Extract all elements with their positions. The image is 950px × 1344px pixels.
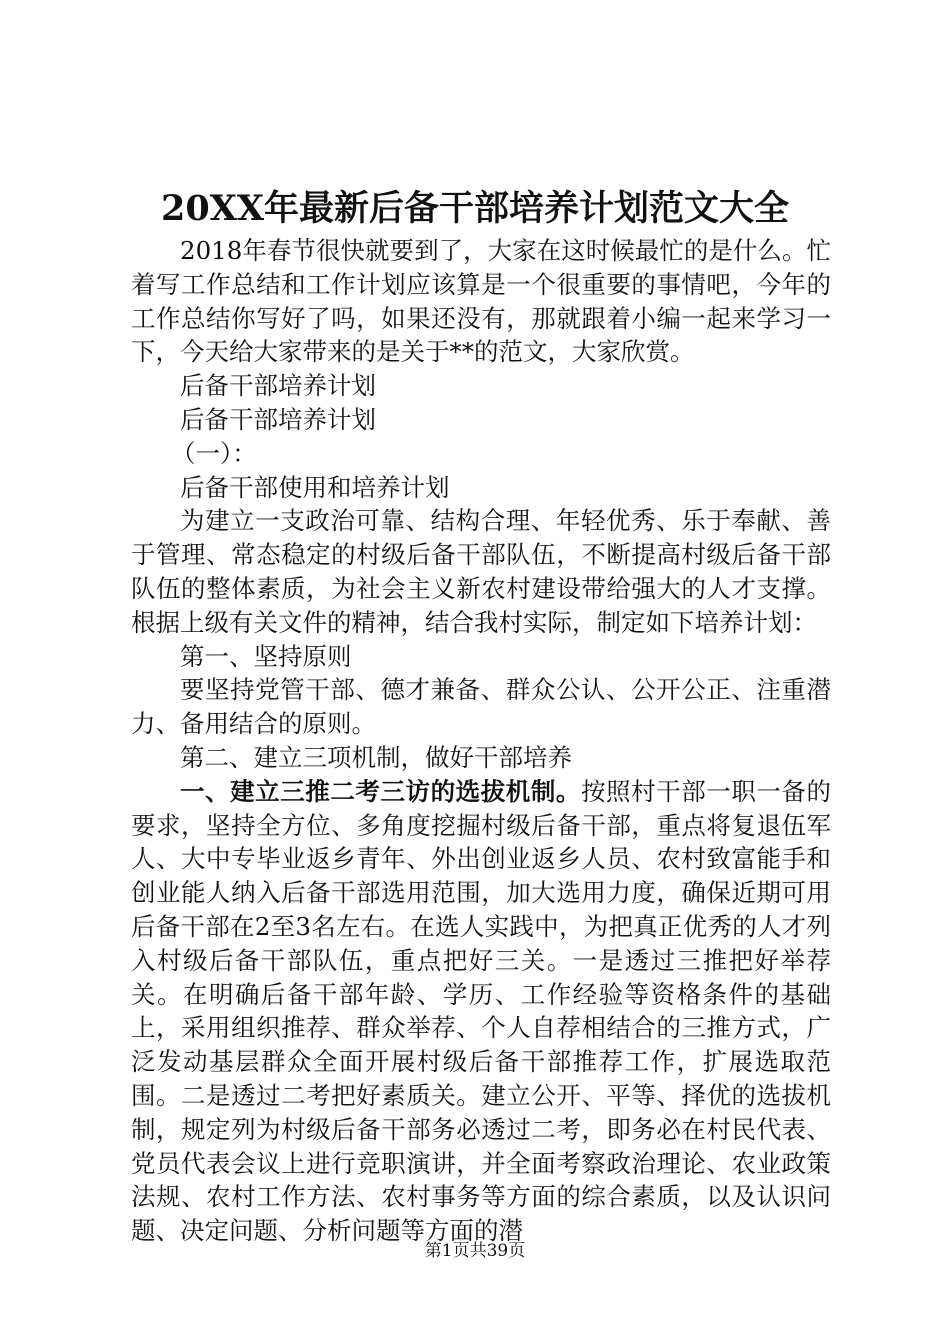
- principle-heading: 第一、坚持原则: [180, 641, 352, 671]
- page-footer: [0, 1239, 950, 1263]
- total-pages: 共39页: [469, 1241, 526, 1261]
- selection-text: 按照村干部一职一备的要求，坚持全方位、多角度挖掘村级后备干部，重点将复退伍军人、大中专毕业返乡青年、外出创业返乡人员、农村致富能手和创业能人纳入后备干部选用范围，加大选用力度，确保近期可用后备干部在2至3名左右。在选人实践中，为把真正优秀的人才列入村级后备干部队伍，重点把好三关。一是透过三推把好举荐关。在明确后备干部年龄、学历、工作经验等资格条件的基础上，采用组织推荐、群众举荐、个人自荐相结合的三推方式，广泛发动基层群众全面开展村级后备干部推荐工作，扩展选取范围。二是透过二考把好素质关。建立公开、平等、择优的选拔机制，规定列为村级后备干部务必透过二考，即务必在村民代表、党员代表会议上进行竞职演讲，并全面考察政治理论、农业政策法规、农村工作方法、农村事务等方面的综合素质，以及认识问题、决定问题、分析问题等方面的潜: [131, 776, 832, 1246]
- intro-paragraph: 2018年春节很快就要到了，大家在这时候最忙的是什么。忙着写工作总结和工作计划应该算是一个很重要的事情吧，今年的工作总结你写好了吗，如果还没有，那就跟着小编一起来学习一下，今天给大家带来的是关于**的范文，大家欣赏。: [131, 236, 831, 367]
- plan-heading: 后备干部培养计划: [180, 371, 376, 401]
- purpose-paragraph: 为建立一支政治可靠、结构合理、年轻优秀、乐于奉献、善于管理、常态稳定的村级后备干部队伍，不断提高村级后备干部队伍的整体素质，为社会主义新农村建设带给强大的人才支撑。根据上级有关文件的精神，结合我村实际，制定如下培养计划：: [131, 506, 831, 637]
- page-number: 第1页: [424, 1241, 470, 1261]
- document-body: [131, 234, 831, 1248]
- selection-heading: 一、建立三推二考三访的选拔机制。: [180, 776, 581, 806]
- section-number: （一）：: [171, 438, 257, 468]
- subtitle-paragraph: 后备干部使用和培养计划: [180, 472, 450, 502]
- mechanism-heading: 第二、建立三项机制，做好干部培养: [180, 742, 572, 772]
- document-title: 20XX年最新后备干部培养计划范文大全: [160, 188, 790, 229]
- principle-paragraph: 要坚持党管干部、德才兼备、群众公认、公开公正、注重潜力、备用结合的原则。: [131, 675, 831, 739]
- selection-paragraph: [131, 775, 831, 1248]
- plan-heading-repeat: 后备干部培养计划: [180, 404, 376, 434]
